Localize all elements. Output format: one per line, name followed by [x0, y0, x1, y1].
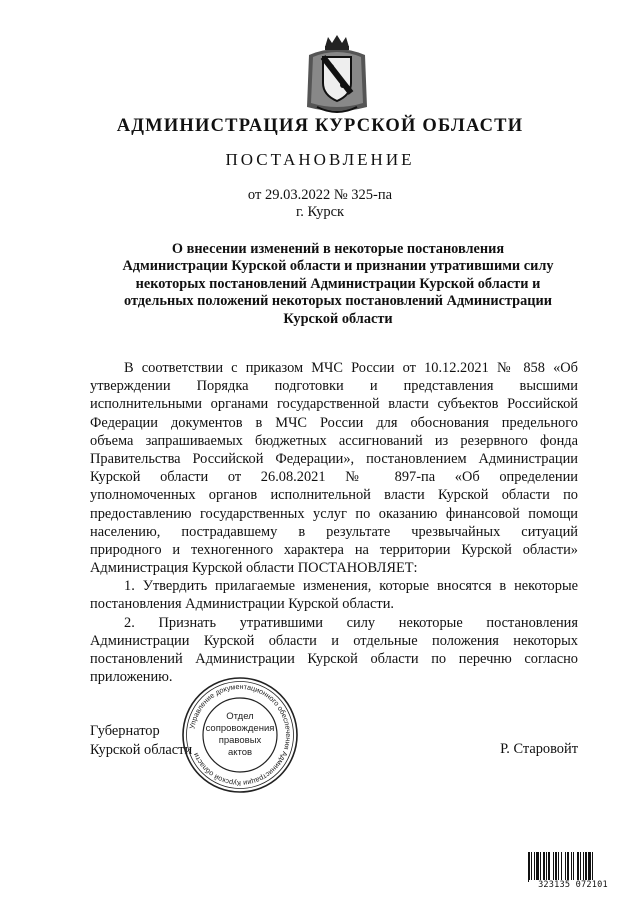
- body-line: В соответствии с приказом МЧС России от 10.12.2021 № 858 «Об: [124, 360, 578, 376]
- body-line: утверждении Порядка подготовки и представления высшими: [90, 378, 578, 395]
- body-line: населению, пострадавшему в результате чрезвычайных ситуаций: [90, 523, 578, 540]
- signature-position-line: Курской области: [90, 741, 193, 758]
- round-stamp: [180, 675, 300, 795]
- stamp-center-line: актов: [227, 747, 253, 758]
- title-line: некоторых постановлений Администрации Курской области и: [135, 275, 541, 292]
- body-line: исполнительными органами государственной власти субъектов Российской: [90, 396, 578, 413]
- body-line: предоставлению государственных услуг по оказанию финансовой помощи: [90, 505, 578, 522]
- body-line: Правительства Российской Федерации», постановлением Администрации: [90, 450, 578, 467]
- document-date-number: от 29.03.2022 № 325-па: [247, 187, 393, 203]
- stamp-center-line: правовых: [218, 735, 262, 746]
- signature-name: Р. Старовойт: [500, 741, 578, 757]
- body-line: Администрация Курской области ПОСТАНОВЛЯЕТ:: [90, 560, 418, 577]
- stamp-center-line: Отдел: [226, 711, 254, 722]
- title-line: отдельных положений некоторых постановлений Администрации: [124, 293, 552, 310]
- item1-line: 1. Утвердить прилагаемые изменения, которые вносятся в некоторые: [124, 578, 578, 595]
- document-type: ПОСТАНОВЛЕНИЕ: [225, 150, 415, 169]
- body-line: Федерации документов в МЧС России для обоснования предельного: [90, 414, 578, 431]
- body-line: Курской области от 26.08.2021 № 897-па «Об определении: [90, 469, 578, 486]
- body-line: уполномоченных органов исполнительной власти Курской области по: [90, 487, 578, 504]
- title-line: О внесении изменений в некоторые постановления: [171, 241, 505, 257]
- document-place: г. Курск: [295, 204, 345, 220]
- body-line: объема запрашиваемых бюджетных ассигнований из резервного фонда: [90, 432, 578, 449]
- coat-of-arms-emblem: [303, 33, 371, 115]
- item2-line: Администрации Курской области и отдельные положения некоторых: [90, 632, 578, 649]
- body-line: природного и техногенного характера на территории Курской области»: [90, 541, 578, 558]
- item2-line: приложению.: [90, 669, 173, 686]
- organization-name: АДМИНИСТРАЦИЯ КУРСКОЙ ОБЛАСТИ: [116, 116, 524, 136]
- title-line: Администрации Курской области и признании утратившими силу: [122, 258, 554, 275]
- signature-position: [90, 722, 192, 759]
- item2-line: 2. Признать утратившими силу некоторые постановления: [124, 614, 578, 631]
- document-title: [96, 241, 580, 328]
- item1-line: постановления Администрации Курской области.: [90, 596, 394, 613]
- stamp-ring-text: Управление документационного обеспечения Администрации Курской области: [187, 681, 294, 789]
- stamp-center-line: сопровождения: [205, 723, 275, 734]
- document-body: [90, 359, 578, 686]
- title-line: Курской области: [283, 310, 393, 327]
- barcode-digits: 323135 072101: [529, 880, 617, 890]
- item2-line: постановлений Администрации Курской области по перечню согласно: [90, 651, 578, 667]
- signature-position-line: Губернатор: [90, 723, 160, 739]
